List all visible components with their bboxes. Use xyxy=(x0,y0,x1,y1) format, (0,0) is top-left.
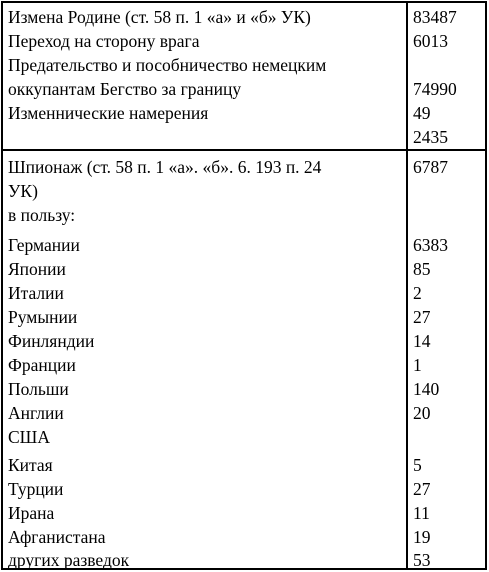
row-value: 6013 xyxy=(413,31,448,51)
row-value: 2 xyxy=(413,283,422,303)
row-label: Германии xyxy=(8,235,80,255)
row-label: других разведок xyxy=(8,550,130,570)
row-label: Италии xyxy=(8,283,64,303)
row-value: 2435 xyxy=(413,127,448,147)
row-value: 27 xyxy=(413,479,431,499)
row-value: 140 xyxy=(413,379,440,399)
row-label: Румынии xyxy=(8,307,78,327)
row-value: 5 xyxy=(413,455,422,475)
row-value: 20 xyxy=(413,403,431,423)
row-label: Предательство и пособничество немецким xyxy=(8,55,327,75)
row-value: 27 xyxy=(413,307,431,327)
row-label: Турции xyxy=(8,479,64,499)
row-label: Измена Родине (ст. 58 п. 1 «а» и «б» УК) xyxy=(8,7,311,27)
row-value: 53 xyxy=(413,550,431,570)
row-value: 85 xyxy=(413,259,431,279)
row-label: УК) xyxy=(8,181,38,201)
row-label: Шпионаж (ст. 58 п. 1 «а». «б». 6. 193 п. 24 xyxy=(8,157,322,177)
row-value: 83487 xyxy=(413,7,457,27)
row-value: 11 xyxy=(413,503,430,523)
row-label: Ирана xyxy=(8,503,55,523)
row-label: Англии xyxy=(8,403,64,423)
row-label: США xyxy=(8,427,50,447)
row-value: 74990 xyxy=(413,79,457,99)
row-value: 14 xyxy=(413,331,431,351)
crimes-table xyxy=(1,1,487,570)
row-label: Переход на сторону врага xyxy=(8,31,200,51)
row-value: 19 xyxy=(413,527,431,547)
row-label: Китая xyxy=(8,455,53,475)
row-label: оккупантам Бегство за границу xyxy=(8,79,242,99)
row-value: 49 xyxy=(413,103,431,123)
row-label: Афганистана xyxy=(8,527,106,547)
row-value: 6383 xyxy=(413,235,448,255)
row-label: Франции xyxy=(8,355,76,375)
column-divider xyxy=(406,3,408,568)
row-label: Финляндии xyxy=(8,331,95,351)
section-divider xyxy=(3,149,485,151)
row-label: в пользу: xyxy=(8,205,76,225)
row-label: Польши xyxy=(8,379,69,399)
row-label: Японии xyxy=(8,259,66,279)
row-label: Изменнические намерения xyxy=(8,103,209,123)
row-value: 6787 xyxy=(413,157,448,177)
row-value: 1 xyxy=(413,355,422,375)
